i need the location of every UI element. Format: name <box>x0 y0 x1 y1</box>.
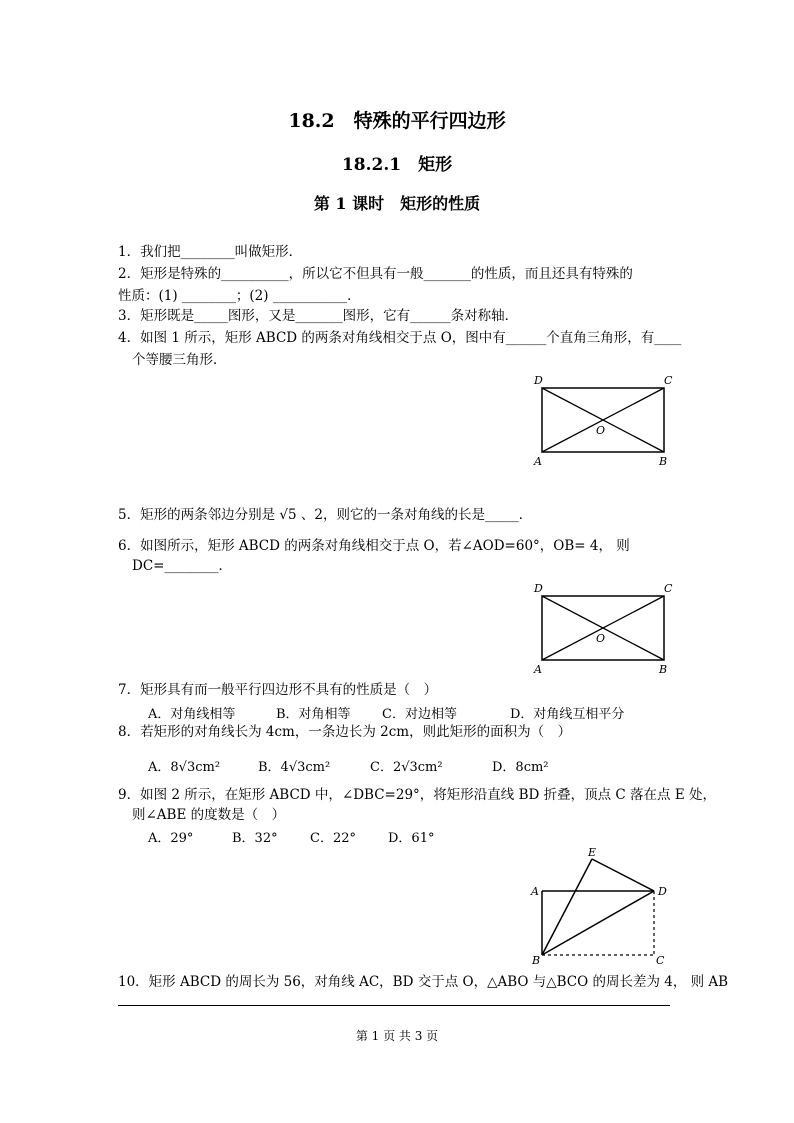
fig3-label-e: E <box>588 846 597 859</box>
q7-option-a: A．对角线相等 <box>148 707 236 722</box>
question-2: 2．矩形是特殊的__________，所以它不但具有一般_______的性质，而且还具有特殊的 <box>118 266 633 282</box>
fig1-label-o: O <box>596 424 606 437</box>
q7-option-c: C．对边相等 <box>382 707 457 722</box>
fig2-label-c: C <box>664 582 673 595</box>
section-title: 18.2 特殊的平行四边形 <box>288 110 506 132</box>
q9-option-a: A．29° <box>148 831 194 846</box>
fig3-label-c: C <box>656 954 665 967</box>
fig2-label-o: O <box>596 632 606 645</box>
lesson-title: 第 1 课时 矩形的性质 <box>313 194 481 213</box>
fig3-label-b: B <box>532 954 541 967</box>
fig2-label-a: A <box>534 663 542 676</box>
question-9: 9．如图 2 所示，在矩形 ABCD 中，∠DBC=29°，将矩形沿直线 BD 折叠，顶点 C 落在点 E 处， <box>118 787 716 803</box>
q9-option-b: B．32° <box>232 831 278 846</box>
footer-divider <box>118 1005 670 1006</box>
q9-option-d: D．61° <box>388 831 435 846</box>
question-8: 8．若矩形的对角线长为 4cm，一条边长为 2cm，则此矩形的面积为（ ） <box>118 724 572 740</box>
fig2-label-d: D <box>534 582 543 595</box>
figure-2 <box>530 580 680 680</box>
question-4: 4．如图 1 所示，矩形 ABCD 的两条对角线相交于点 O，图中有______个直角三角形，有____ <box>118 330 682 346</box>
fig1-label-d: D <box>534 374 543 387</box>
q7-option-b: B．对角相等 <box>276 707 351 722</box>
figure-3 <box>528 845 678 967</box>
question-7: 7．矩形具有而一般平行四边形不具有的性质是（ ） <box>118 682 438 698</box>
question-6-cont: DC=________． <box>132 558 232 574</box>
question-5: 5．矩形的两条邻边分别是 √5 、2，则它的一条对角线的长是_____． <box>118 507 533 523</box>
fig1-label-a: A <box>534 455 542 468</box>
fig1-label-c: C <box>664 374 673 387</box>
q8-option-a: A．8√3cm² <box>148 760 221 775</box>
question-6: 6．如图所示，矩形 ABCD 的两条对角线相交于点 O，若∠AOD=60°，OB= 4， 则 <box>118 538 630 554</box>
figure-1 <box>530 372 680 472</box>
question-1: 1．我们把________叫做矩形． <box>118 244 303 260</box>
fig1-label-b: B <box>659 455 668 468</box>
q8-option-d: D．8cm² <box>492 760 549 775</box>
question-10: 10．矩形 ABCD 的周长为 56，对角线 AC，BD 交于点 O，△ABO 与△BCO 的周长差为 4， 则 AB <box>118 974 729 990</box>
question-4-cont: 个等腰三角形． <box>132 352 227 368</box>
fig2-label-b: B <box>659 663 668 676</box>
question-9-cont: 则∠ABE 的度数是（ ） <box>132 807 286 823</box>
subsection-title: 18.2.1 矩形 <box>341 155 453 175</box>
q8-option-c: C．2√3cm² <box>370 760 443 775</box>
fig3-label-a: A <box>531 885 539 898</box>
question-3: 3．矩形既是_____图形，又是_______图形，它有______条对称轴． <box>118 308 519 324</box>
q7-option-d: D．对角线互相平分 <box>510 707 625 722</box>
q9-option-c: C．22° <box>310 831 356 846</box>
page-footer: 第 1 页 共 3 页 <box>355 1029 439 1043</box>
q8-option-b: B．4√3cm² <box>258 760 331 775</box>
fig3-label-d: D <box>658 885 667 898</box>
question-2-cont: 性质：(1) ________；(2) ___________． <box>118 288 361 304</box>
